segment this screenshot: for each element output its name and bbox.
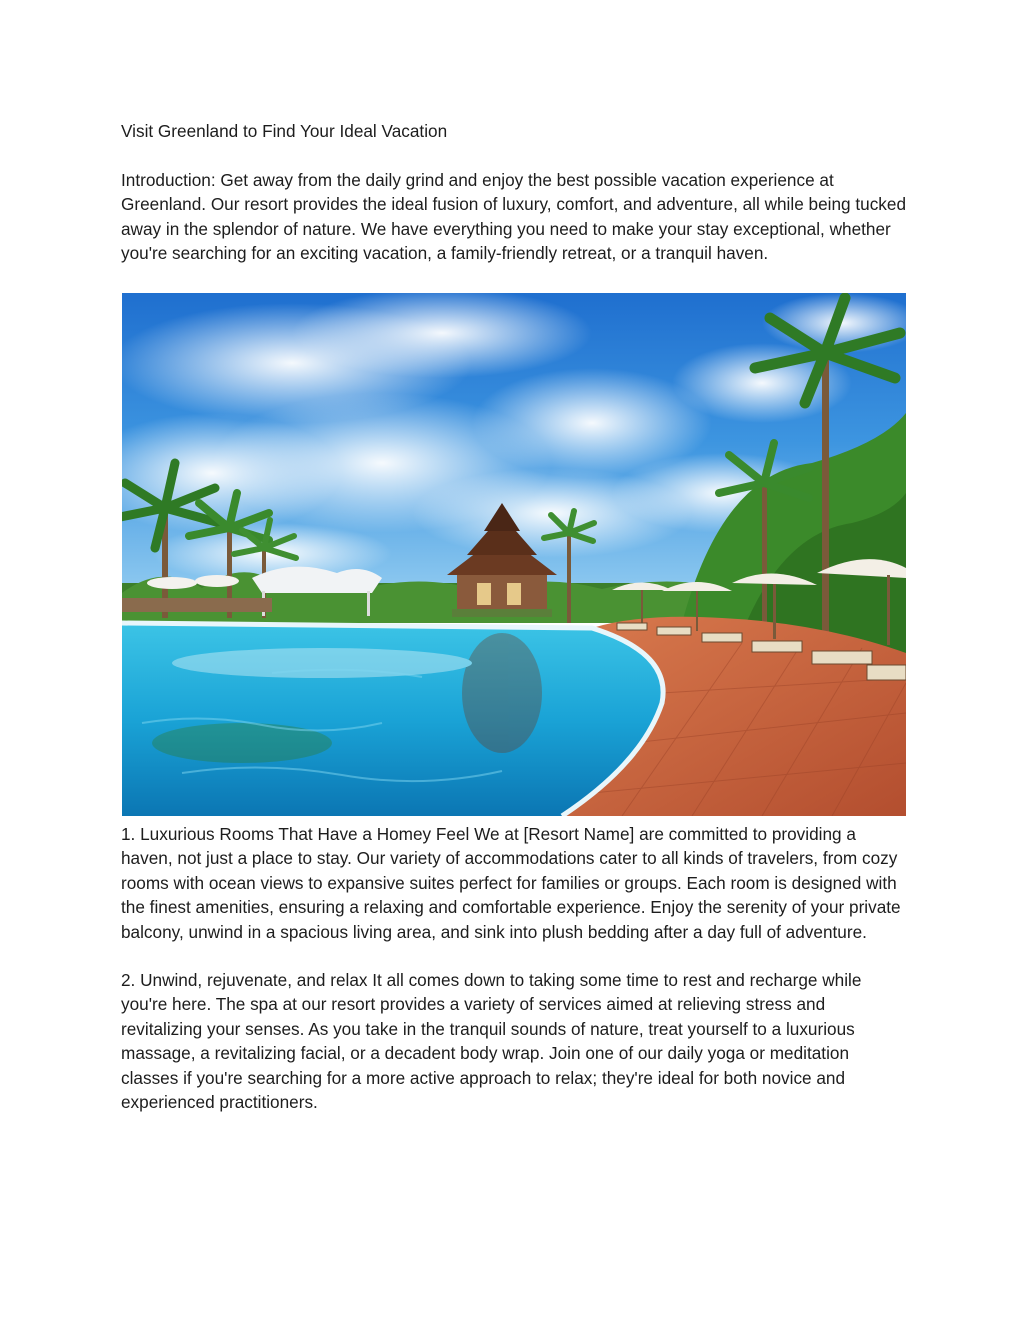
section-1-paragraph: 1. Luxurious Rooms That Have a Homey Feel We at [Resort Name] are committed to providing a haven, not just a place to stay. Our variety of accommodations cater to all kinds of travelers, from cozy rooms with ocean views to expansive suites perfect for families or groups. Each room is designed with the finest amenities, ensuring a relaxing and comfortable experience. Enjoy the serenity of your private balcony, unwind in a spacious living area, and sink into plush bedding after a day full of adventure. (121, 824, 901, 942)
section-2-paragraph: 2. Unwind, rejuvenate, and relax It all comes down to taking some time to rest and recharge while you're here. The spa at our resort provides a variety of services aimed at relieving stress and revitalizing your senses. As you take in the tranquil sounds of nature, treat yourself to a luxurious massage, a revitalizing facial, or a decadent body wrap. Join one of our daily yoga or meditation classes if you're searching for a more active approach to relax; they're ideal for both novice and experienced practitioners. (121, 970, 862, 1113)
document-title: Visit Greenland to Find Your Ideal Vacation (121, 121, 448, 141)
resort-pool-photo (122, 293, 906, 816)
intro-paragraph: Introduction: Get away from the daily grind and enjoy the best possible vacation experience at Greenland. Our resort provides the ideal fusion of luxury, comfort, and adventure, all while being tucked away in the splendor of nature. We have everything you need to make your stay exceptional, whether you're searching for an exciting vacation, a family-friendly retreat, or a tranquil haven. (121, 170, 907, 264)
